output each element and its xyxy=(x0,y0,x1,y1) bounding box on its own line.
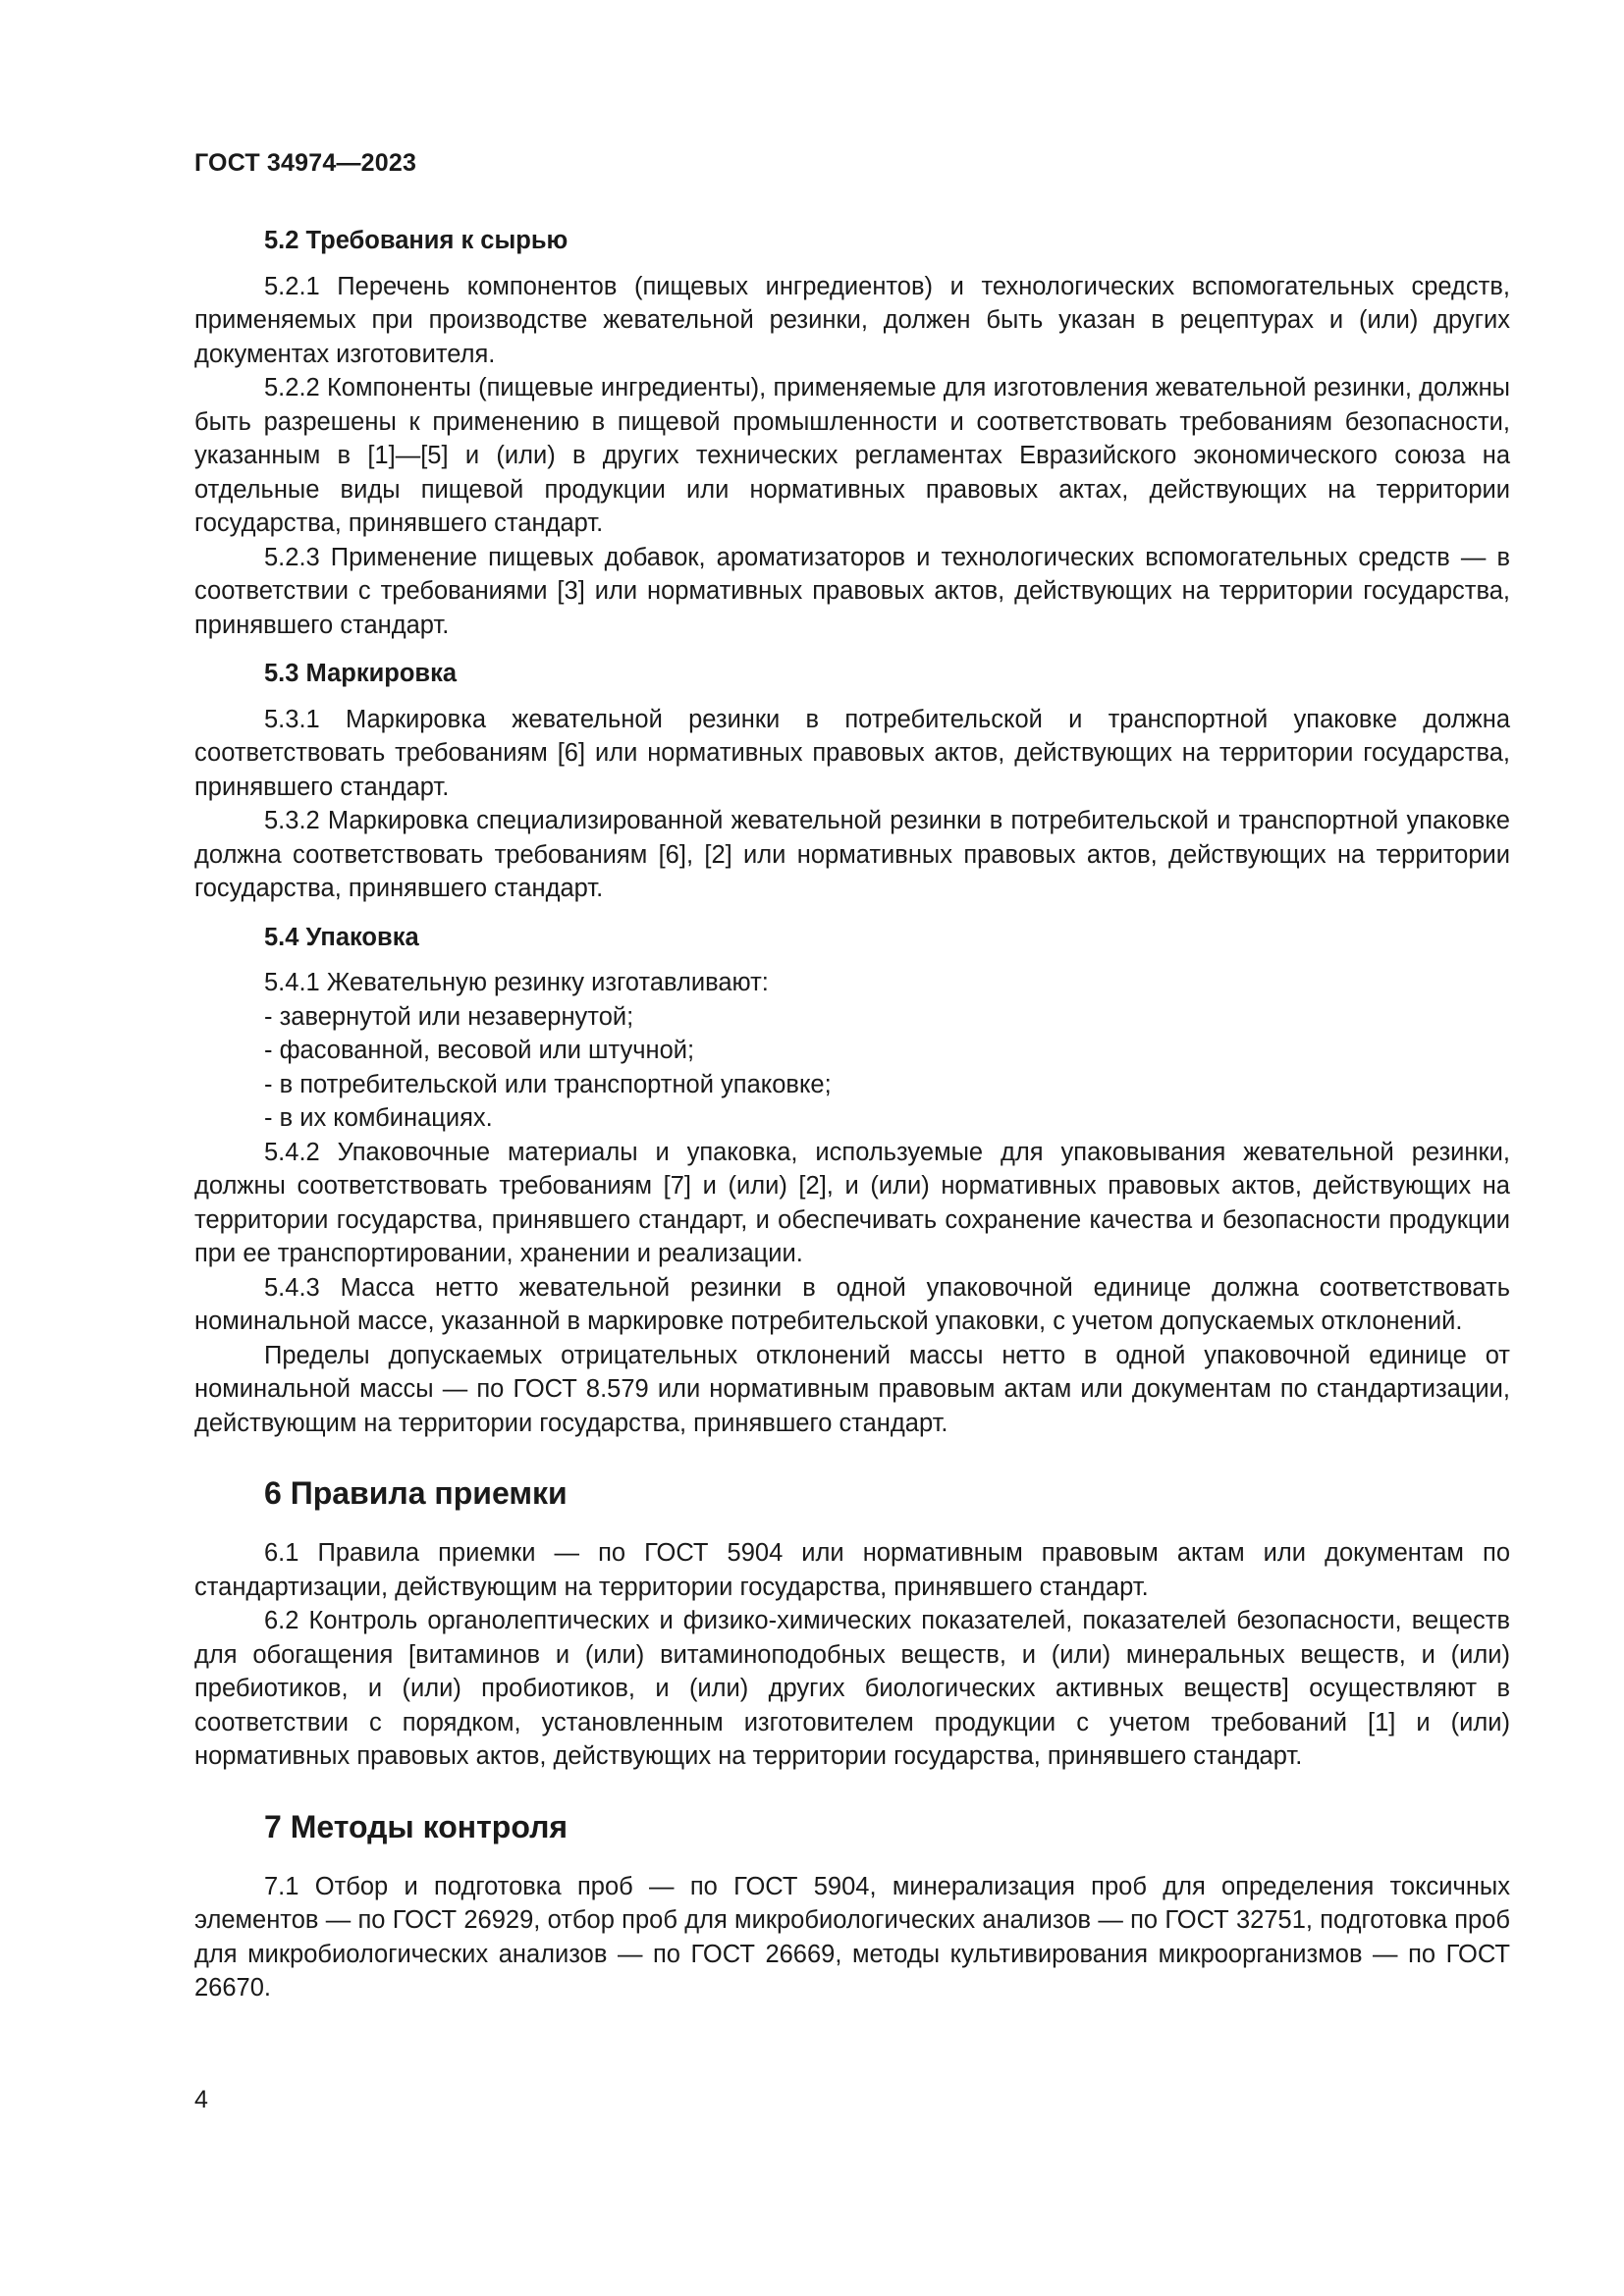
paragraph-5-3-2: 5.3.2 Маркировка специализированной жевательной резинки в потребительской и транспортной упаковке должна соответствовать требованиям [6], [2] или нормативных правовых актов, действующих на территории государства, принявшего стандарт. xyxy=(194,807,1510,902)
section-5-2-title: 5.2 Требования к сырью xyxy=(264,227,568,254)
section-5-4-title: 5.4 Упаковка xyxy=(264,923,419,951)
section-6-title: 6 Правила приемки xyxy=(264,1475,568,1511)
list-item: - фасованной, весовой или штучной; xyxy=(264,1037,695,1064)
paragraph-5-4-1: 5.4.1 Жевательную резинку изготавливают: xyxy=(264,969,769,996)
paragraph-5-2-3: 5.2.3 Применение пищевых добавок, ароматизаторов и технологических вспомогательных средств — в соответствии с требованиями [3] или нормативных правовых актов, действующих на территории государства, принявшего стандарт. xyxy=(194,543,1510,639)
paragraph-5-4-2: 5.4.2 Упаковочные материалы и упаковка, используемые для упаковывания жевательной резинки, должны соответствовать требованиям [7] и (или) [2], и (или) нормативных правовых актов, действующих на территории государства, принявшего стандарт, и обеспечивать сохранение качества и безопасности продукции при ее транспортировании, хранении и реализации. xyxy=(194,1138,1510,1267)
list-item: - в их комбинациях. xyxy=(264,1104,493,1132)
section-7-title: 7 Методы контроля xyxy=(264,1808,568,1844)
paragraph-7-1: 7.1 Отбор и подготовка проб — по ГОСТ 5904, минерализация проб для определения токсичных элементов — по ГОСТ 26929, отбор проб для микробиологических анализов — по ГОСТ 32751, подготовка проб для микробиологических анализов — по ГОСТ 26669, методы культивирования микроорганизмов — по ГОСТ 26670. xyxy=(194,1872,1510,2002)
list-item: - в потребительской или транспортной упаковке; xyxy=(264,1070,832,1098)
paragraph-6-1: 6.1 Правила приемки — по ГОСТ 5904 или нормативным правовым актам или документам по стандартизации, действующим на территории государства, принявшего стандарт. xyxy=(194,1539,1510,1601)
paragraph-5-2-1: 5.2.1 Перечень компонентов (пищевых ингредиентов) и технологических вспомогательных средств, применяемых при производстве жевательной резинки, должен быть указан в рецептурах и (или) других документах изготовителя. xyxy=(194,272,1510,368)
section-5-3-title: 5.3 Маркировка xyxy=(264,660,458,687)
paragraph-5-3-1: 5.3.1 Маркировка жевательной резинки в потребительской и транспортной упаковке должна соответствовать требованиям [6] или нормативных правовых актов, действующих на территории государства, принявшего стандарт. xyxy=(194,705,1510,801)
document-body xyxy=(194,224,1510,2005)
paragraph-5-4-3-limits: Пределы допускаемых отрицательных отклонений массы нетто в одной упаковочной единице от номинальной массы — по ГОСТ 8.579 или нормативным правовым актам или документам по стандартизации, действующим на территории государства, принявшего стандарт. xyxy=(194,1341,1510,1437)
page-number: 4 xyxy=(194,2086,208,2113)
paragraph-5-2-2: 5.2.2 Компоненты (пищевые ингредиенты), применяемые для изготовления жевательной резинки, должны быть разрешены к применению в пищевой промышленности и соответствовать требованиям безопасности, указанным в [1]—[5] и (или) в других технических регламентах Евразийского экономического союза на отдельные виды пищевой продукции или нормативных правовых актах, действующих на территории государства, принявшего стандарт. xyxy=(194,374,1510,537)
paragraph-5-4-3: 5.4.3 Масса нетто жевательной резинки в одной упаковочной единице должна соответствовать номинальной массе, указанной в маркировке потребительской упаковки, с учетом допускаемых отклонений. xyxy=(194,1273,1510,1335)
paragraph-6-2: 6.2 Контроль органолептических и физико-химических показателей, показателей безопасности, веществ для обогащения [витаминов и (или) витаминоподобных веществ, и (или) минеральных веществ, и (или) пребиотиков, и (или) пробиотиков, и (или) других биологических активных веществ] осуществляют в соответствии с порядком, установленным изготовителем продукции с учетом требований [1] и (или) нормативных правовых актов, действующих на территории государства, принявшего стандарт. xyxy=(194,1607,1510,1770)
list-item: - завернутой или незавернутой; xyxy=(264,1002,634,1031)
document-header: ГОСТ 34974—2023 xyxy=(194,149,417,177)
